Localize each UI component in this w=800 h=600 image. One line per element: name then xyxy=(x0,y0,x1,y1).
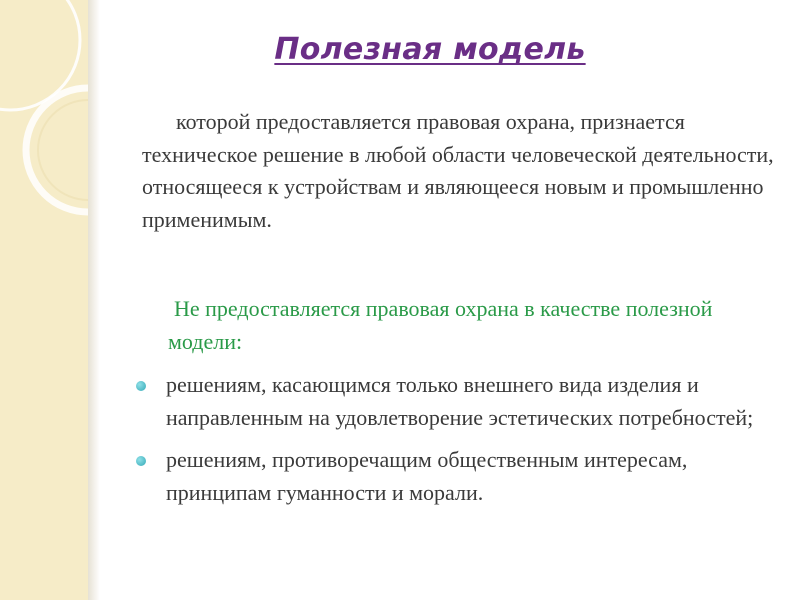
decorative-rings-icon xyxy=(0,0,88,600)
bullet-dot-icon xyxy=(136,381,146,391)
main-paragraph xyxy=(142,106,782,236)
exclusion-paragraph xyxy=(168,293,778,358)
bullet-dot-icon xyxy=(136,456,146,466)
band-shadow xyxy=(88,0,100,600)
slide-title: Полезная модель xyxy=(274,32,586,67)
list-item xyxy=(136,444,786,509)
decorative-side-band xyxy=(0,0,88,600)
exclusion-list xyxy=(136,369,786,519)
exclusion-paragraph-text: Не предоставляется правовая охрана в качестве полезной модели: xyxy=(168,296,713,354)
list-item xyxy=(136,369,786,434)
list-item-text: решениям, противоречащим общественным интересам, принципам гуманности и морали. xyxy=(166,447,688,505)
main-paragraph-text: которой предоставляется правовая охрана, признается техническое решение в любой области человеческой деятельности, относящееся к устройствам и являющееся новым и промышленно применимым. xyxy=(142,109,774,232)
list-item-text: решениям, касающимся только внешнего вида изделия и направленным на удовлетворение эстетических потребностей; xyxy=(166,372,754,430)
